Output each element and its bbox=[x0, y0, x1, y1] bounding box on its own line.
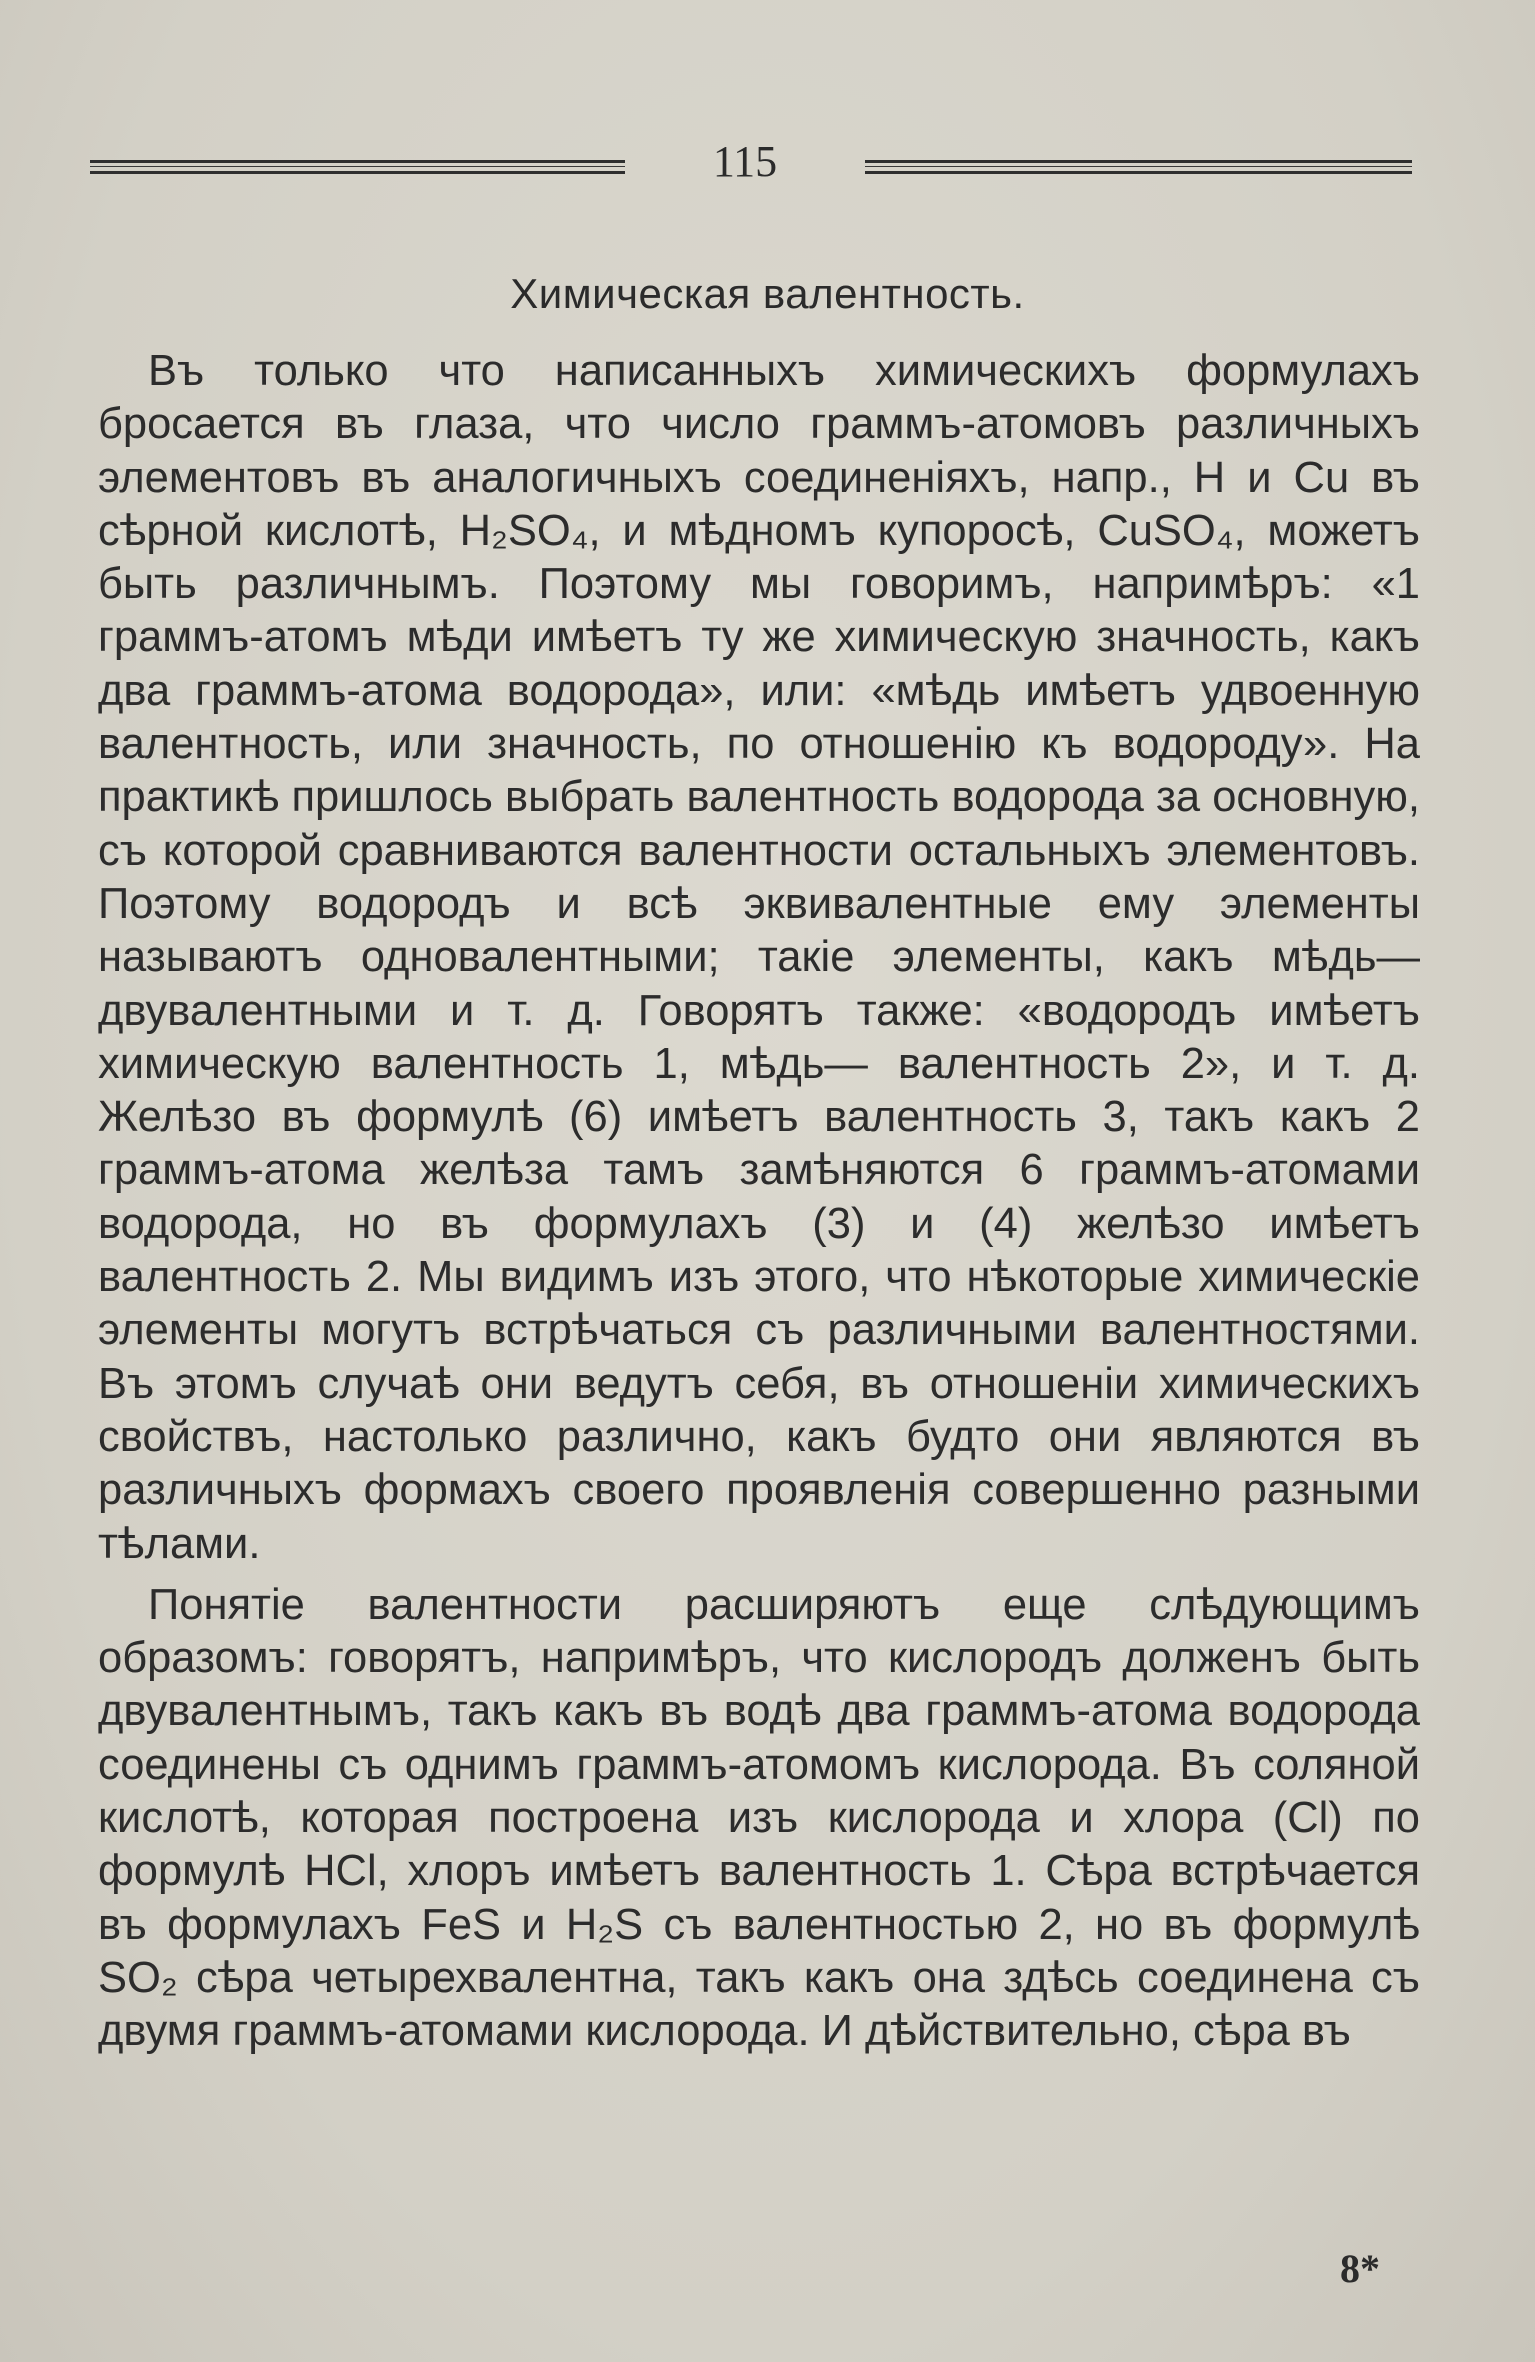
header-rule-right bbox=[865, 160, 1412, 174]
paragraph-1: Въ только что написанныхъ химическихъ формулахъ бросается въ глаза, что число граммъ-атомовъ различныхъ элементовъ въ аналогичныхъ соединеніяхъ, напр., H и Cu въ сѣрной кислотѣ, H₂SO₄, и мѣдномъ купоросѣ, CuSO₄, можетъ быть различнымъ. Поэтому мы говоримъ, напримѣръ: «1 граммъ-атомъ мѣди имѣетъ ту же химическую значность, какъ два граммъ-атома водорода», или: «мѣдь имѣетъ удвоенную валентность, или значность, по отношенію къ водороду». На практикѣ пришлось выбрать валентность водорода за основную, съ которой сравниваются валентности остальныхъ элементовъ. Поэтому водородъ и всѣ эквивалентные ему элементы называютъ одновалентными; такіе элементы, какъ мѣдь—двувалентными и т. д. Говорятъ также: «водородъ имѣетъ химическую валентность 1, мѣдь— валентность 2», и т. д. Желѣзо въ формулѣ (6) имѣетъ валентность 3, такъ какъ 2 граммъ-атома желѣза тамъ замѣняются 6 граммъ-атомами водорода, но въ формулахъ (3) и (4) желѣзо имѣетъ валентность 2. Мы видимъ изъ этого, что нѣкоторые химическіе элементы могутъ встрѣчаться съ различными валентностями. Въ этомъ случаѣ они ведутъ себя, въ отношеніи химическихъ свойствъ, настолько различно, какъ будто они являются въ различныхъ формахъ своего проявленія совершенно разными тѣлами. bbox=[98, 347, 1420, 1568]
paragraph-2: Понятіе валентности расширяютъ еще слѣдующимъ образомъ: говорятъ, напримѣръ, что кислородъ долженъ быть двувалентнымъ, такъ какъ въ водѣ два граммъ-атома водорода соединены съ однимъ граммъ-атомомъ кислорода. Въ соляной кислотѣ, которая построена изъ кислорода и хлора (Cl) по формулѣ HCl, хлоръ имѣетъ валентность 1. Сѣра встрѣчается въ формулахъ FeS и H₂S съ валентностью 2, но въ формулѣ SO₂ сѣра четырехвалентна, такъ какъ она здѣсь соединена съ двумя граммъ-атомами кислорода. И дѣйствительно, сѣра въ bbox=[98, 1580, 1420, 2056]
page-header bbox=[90, 130, 1412, 200]
body-text bbox=[98, 345, 1420, 2059]
page-number: 115 bbox=[712, 137, 778, 186]
header-rule-left bbox=[90, 160, 625, 174]
section-title: Химическая валентность. bbox=[510, 270, 1025, 317]
signature-mark: 8* bbox=[1340, 2246, 1380, 2291]
